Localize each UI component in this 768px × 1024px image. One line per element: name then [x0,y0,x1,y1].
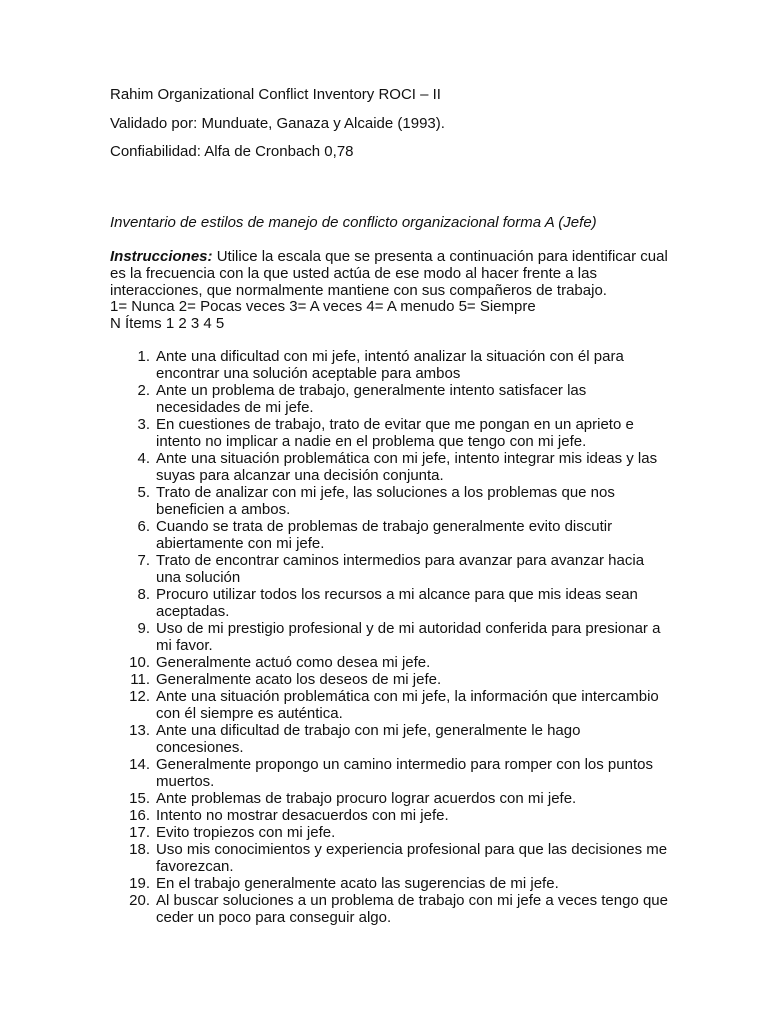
list-item [110,722,670,756]
item-number: 13. [129,722,150,739]
list-item [110,892,670,926]
list-item [110,552,670,586]
list-item [110,875,670,892]
validation-line: Validado por: Munduate, Ganaza y Alcaide (1993). [110,115,445,132]
list-item [110,671,670,688]
list-item [110,756,670,790]
scale-legend: 1= Nunca 2= Pocas veces 3= A veces 4= A menudo 5= Siempre [110,298,536,315]
item-number: 11. [130,671,150,688]
inventory-subtitle: Inventario de estilos de manejo de conflicto organizacional forma A (Jefe) [110,214,597,231]
item-text: Trato de analizar con mi jefe, las soluciones a los problemas que nos beneficien a ambos. [156,484,615,518]
list-item [110,841,670,875]
item-text: En cuestiones de trabajo, trato de evitar que me pongan en un aprieto e intento no implicar a nadie en el problema que tengo con mi jefe. [156,416,634,450]
item-text: Uso mis conocimientos y experiencia profesional para que las decisiones me favorezcan. [156,841,668,875]
item-text: En el trabajo generalmente acato las sugerencias de mi jefe. [156,875,559,892]
list-item [110,484,670,518]
item-text: Ante una dificultad de trabajo con mi jefe, generalmente le hago concesiones. [156,722,581,756]
item-number: 4. [137,450,150,467]
list-item [110,790,670,807]
item-number: 8. [137,586,150,603]
item-text: Generalmente acato los deseos de mi jefe. [156,671,442,688]
item-number: 18. [129,841,150,858]
item-number: 2. [137,382,150,399]
item-text: Ante una situación problemática con mi jefe, intento integrar mis ideas y las suyas para alcanzar una decisión conjunta. [156,450,658,484]
item-number: 7. [137,552,150,569]
item-text: Al buscar soluciones a un problema de trabajo con mi jefe a veces tengo que ceder un poco para conseguir algo. [156,892,668,926]
item-number: 14. [129,756,150,773]
item-text: Evito tropiezos con mi jefe. [156,824,336,841]
item-number: 17. [129,824,150,841]
list-item [110,450,670,484]
list-item [110,620,670,654]
instructions-paragraph [110,248,670,299]
document-title: Rahim Organizational Conflict Inventory ROCI – II [110,86,441,103]
item-number: 3. [137,416,150,433]
reliability-line: Confiabilidad: Alfa de Cronbach 0,78 [110,143,354,160]
item-number: 15. [129,790,150,807]
item-text: Generalmente propongo un camino intermedio para romper con los puntos muertos. [156,756,653,790]
items-header: N Ítems 1 2 3 4 5 [110,315,225,332]
item-number: 9. [137,620,150,637]
item-text: Generalmente actuó como desea mi jefe. [156,654,431,671]
instructions-lead: Instrucciones: [110,248,213,265]
item-number: 16. [129,807,150,824]
instructions-text: Utilice la escala que se presenta a continuación para identificar cual es la frecuencia con la que usted actúa de ese modo al hacer frente a las interacciones, que normalmente mantiene con sus compañeros de trabajo. [110,248,668,299]
list-item [110,348,670,382]
item-number: 6. [137,518,150,535]
list-item [110,586,670,620]
item-number: 1. [137,348,150,365]
list-item [110,416,670,450]
item-text: Trato de encontrar caminos intermedios para avanzar para avanzar hacia una solución [156,552,645,586]
items-list [110,348,670,926]
item-text: Procuro utilizar todos los recursos a mi alcance para que mis ideas sean aceptadas. [156,586,638,620]
list-item [110,807,670,824]
item-text: Ante una dificultad con mi jefe, intentó analizar la situación con él para encontrar una solución aceptable para ambos [156,348,624,382]
list-item [110,824,670,841]
item-text: Intento no mostrar desacuerdos con mi jefe. [156,807,449,824]
item-number: 12. [129,688,150,705]
item-number: 20. [129,892,150,909]
item-text: Uso de mi prestigio profesional y de mi autoridad conferida para presionar a mi favor. [156,620,661,654]
list-item [110,518,670,552]
item-text: Ante una situación problemática con mi jefe, la información que intercambio con él siempre es auténtica. [156,688,659,722]
list-item [110,654,670,671]
item-number: 5. [137,484,150,501]
item-text: Ante problemas de trabajo procuro lograr acuerdos con mi jefe. [156,790,577,807]
item-number: 19. [129,875,150,892]
item-number: 10. [129,654,150,671]
list-item [110,688,670,722]
item-text: Ante un problema de trabajo, generalmente intento satisfacer las necesidades de mi jefe. [156,382,587,416]
list-item [110,382,670,416]
item-text: Cuando se trata de problemas de trabajo generalmente evito discutir abiertamente con mi jefe. [156,518,613,552]
